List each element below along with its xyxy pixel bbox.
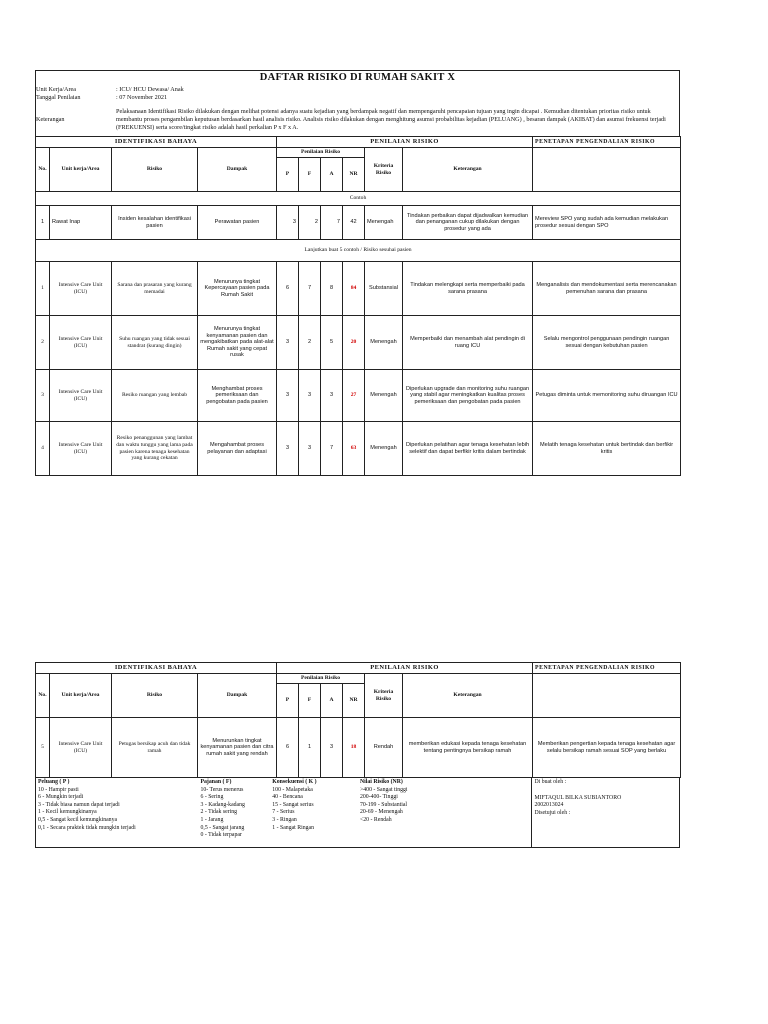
legend-item: 2 - Tidak sering: [200, 809, 238, 816]
cell-p: 3: [277, 422, 299, 476]
legend-konsekuensi: [270, 778, 358, 847]
col-pengendalian: [533, 674, 681, 718]
cell-p: 3: [277, 370, 299, 422]
col-a: A: [321, 158, 343, 192]
meta-unit-row: [36, 86, 677, 94]
legend-item: 3 - Tidak biasa namun dapat terjadi: [38, 801, 120, 808]
cell-a: 3: [321, 718, 343, 778]
section-header-row: [36, 137, 681, 148]
meta-date-value: : 07 November 2021: [116, 94, 168, 101]
col-keterangan: Keterangan: [403, 674, 533, 718]
table-row: [36, 316, 681, 370]
cell-unit: Intensive Care Unit (ICU): [50, 370, 112, 422]
table-row: [36, 370, 681, 422]
legend-item: 0,5 - Sangat jarang: [200, 824, 245, 831]
col-dampak: Dampak: [198, 148, 277, 192]
col-unit: Unit kerja/Area: [50, 148, 112, 192]
cell-p: 6: [277, 718, 299, 778]
col-no: No.: [36, 148, 50, 192]
disetujui-label: Disetujui oleh :: [534, 809, 571, 816]
meta-note-value: Pelaksanaan Identifikasi Risiko dilakukan dengan melihat potensi adanya suatu kejadian yang berdampak negatif dan mempengaruhi pencapaian tujuan yang ingin dicapai . Kemudian ditentukan prioritas risiko untuk membantu proses pengambilan keputusan berdasarkan hasil analisis risiko. Analisis risiko dilakukan dengan menghitung asumsi probabilitas kejadian (PELUANG) , besaran dampak (AKIBAT) dan asumsi frekuensi terjadi (FREKUENSI) serta score/tingkat risiko adalah hasil perkalian P x F x A.: [116, 108, 666, 131]
author-name: MIFTAQUL BILKA SUBIANTORO: [534, 794, 622, 801]
cell-pengendalian: Mereview SPO yang sudah ada kemudian melakukan prosedur sesuai dengan SPO: [533, 206, 681, 240]
cell-nr: 18: [343, 718, 365, 778]
cell-p: 3: [277, 316, 299, 370]
col-pengendalian: [533, 148, 681, 192]
cell-nr: 42: [343, 206, 365, 240]
cell-a: 7: [321, 422, 343, 476]
legend-pajanan-title: Pajanan ( F): [200, 779, 232, 785]
col-dampak: Dampak: [198, 674, 277, 718]
legend-pajanan-list: [200, 787, 268, 840]
penilaian-header: PENILAIAN RISIKO: [277, 137, 533, 148]
table-row: [36, 718, 681, 778]
cell-kriteria: Menengah: [365, 316, 403, 370]
identifikasi-header: IDENTIFIKASI BAHAYA: [36, 137, 277, 148]
col-risiko: Risiko: [112, 148, 198, 192]
author-id: 2002013024: [534, 802, 564, 809]
cell-dampak: Menurunya tingkat kenyamanan pasien dan mengakibatkan pada alat-alat Rumah sakit yang cepat rusak: [198, 316, 277, 370]
cell-f: 3: [299, 370, 321, 422]
legend-peluang-title: Peluang ( P ): [38, 779, 70, 785]
cell-no: 4: [36, 422, 50, 476]
cell-pengendalian: Petugas diminta untuk memonitoring suhu diruangan ICU: [533, 370, 681, 422]
cell-dampak: Perawatan pasien: [198, 206, 277, 240]
cell-dampak: Menurunkan tingkat kenyamanan pasien dan citra rumah sakit yang rendah: [198, 718, 277, 778]
cell-dampak: Mengahambat proses pelayanan dan adaptasi: [198, 422, 277, 476]
legend-item: 6 - Sering: [200, 794, 224, 801]
risk-rows: [36, 262, 681, 476]
legend-item: 0,1 - Secara praktek tidak mungkin terjadi: [38, 824, 136, 831]
meta-date-label: Tanggal Penilaian: [36, 94, 81, 101]
cell-unit: Intensive Care Unit (ICU): [50, 316, 112, 370]
legend-item: 3 - Kadang-kadang: [200, 801, 245, 808]
cell-no: 1: [36, 206, 50, 240]
cell-p: 6: [277, 262, 299, 316]
col-a: A: [321, 684, 343, 718]
penetapan-header: PENETAPAN PENGENDALIAN RISIKO: [533, 663, 681, 674]
cell-f: 1: [299, 718, 321, 778]
cell-keterangan: Diperlukan upgrade dan monitoring suhu ruangan yang stabil agar meningkatkan kualitas proses pemeriksaan dan pengobatan pada pasien: [403, 370, 533, 422]
col-unit: Unit kerja/Area: [50, 674, 112, 718]
legend-item: 3 - Ringan: [272, 816, 297, 823]
cell-f: 7: [299, 262, 321, 316]
signature-block: [531, 778, 679, 847]
col-keterangan: Keterangan: [403, 148, 533, 192]
contoh-label-row: [36, 192, 681, 206]
cell-unit: Intensive Care Unit (ICU): [50, 718, 112, 778]
meta-date-row: [36, 94, 677, 102]
legend-item: 40 - Bencana: [272, 794, 303, 801]
meta-note-row: [36, 108, 677, 132]
legend-item: 1 - Jarang: [200, 816, 224, 823]
legend-item: 7 - Serius: [272, 809, 295, 816]
lanjutan-label: Lanjutkan buat 5 contoh / Risiko sesuhai pasien: [36, 240, 681, 262]
cell-pengendalian: Selalu mengontrol penggunaan pendingin ruangan sesuai dengan kebutuhan pasien: [533, 316, 681, 370]
cell-f: 2: [299, 316, 321, 370]
lanjutan-label-row: [36, 240, 681, 262]
cell-f: 2: [299, 206, 321, 240]
legend-konsekuensi-list: [272, 787, 356, 833]
cell-pengendalian: Menganalisis dan mendokumentasi serta merencanakan pemenuhan sarana dan prasana: [533, 262, 681, 316]
cell-kriteria: Menengah: [365, 370, 403, 422]
contoh-label: Contoh: [36, 192, 681, 206]
cell-keterangan: Tindakan melengkapi serta memperbaiki pada sarana prasana: [403, 262, 533, 316]
legend-item: 1 - Sangat Ringan: [272, 824, 314, 831]
col-penilaian-risiko: Penilaian Risiko: [277, 148, 365, 158]
legend-item: 15 - Sangat serius: [272, 801, 314, 808]
legend-item: 200-400- Tinggi: [360, 794, 398, 801]
cell-a: 3: [321, 370, 343, 422]
legend-peluang-list: [38, 787, 196, 833]
cell-kriteria: Menengah: [365, 422, 403, 476]
legend-item: <20 - Rendah: [360, 816, 392, 823]
legend-block: [35, 778, 680, 848]
identifikasi-header: IDENTIFIKASI BAHAYA: [36, 663, 277, 674]
cell-dampak: Menurunya tingkat Kepercayaan pasien pada Rumah Sakit: [198, 262, 277, 316]
cell-nr: 20: [343, 316, 365, 370]
col-no: No.: [36, 674, 50, 718]
meta-unit-label: Unit Kerja/Area: [36, 86, 77, 93]
cell-no: 1: [36, 262, 50, 316]
legend-konsekuensi-title: Konsekuensi ( K ): [272, 779, 317, 785]
legend-item: 6 - Mungkin terjadi: [38, 794, 84, 801]
subheader-row: [36, 148, 681, 158]
cell-risiko: Insiden kesalahan identifikasi pasien: [112, 206, 198, 240]
cell-keterangan: memberikan edukasi kepada tenaga kesehatan tentang pentingnya bersikap ramah: [403, 718, 533, 778]
dibuat-label: Di buat oleh :: [534, 779, 567, 785]
penilaian-header: PENILAIAN RISIKO: [277, 663, 533, 674]
document-title: DAFTAR RISIKO DI RUMAH SAKIT X: [35, 70, 680, 84]
legend-item: 100 - Malapetaka: [272, 786, 313, 793]
legend-peluang: [36, 778, 198, 847]
cell-pengendalian: Melatih tenaga kesehatan untuk bertindak dan berfikir kritis: [533, 422, 681, 476]
col-kriteria: Kriteria Risiko: [365, 674, 403, 718]
legend-nilai-list: [360, 787, 529, 825]
col-penilaian-risiko: Penilaian Risiko: [277, 674, 365, 684]
col-risiko: Risiko: [112, 674, 198, 718]
legend-item: >400 - Sangat tinggi: [360, 786, 408, 793]
cell-a: 8: [321, 262, 343, 316]
penetapan-header: PENETAPAN PENGENDALIAN RISIKO: [533, 137, 681, 148]
cell-no: 2: [36, 316, 50, 370]
col-f: F: [299, 684, 321, 718]
legend-item: 0,5 - Sangat kecil kemungkinanya: [38, 816, 118, 823]
cell-unit: Intensive Care Unit (ICU): [50, 422, 112, 476]
legend-item: 20-69 - Menengah: [360, 809, 403, 816]
meta-unit-value: : ICU/ HCU Dewasa/ Anak: [116, 86, 184, 93]
col-p: P: [277, 684, 299, 718]
cell-kriteria: Rendah: [365, 718, 403, 778]
cell-no: 3: [36, 370, 50, 422]
cell-pengendalian: Memberikan pengertian kepada tenaga kesehatan agar selalu bersikap ramah sesuai SOP yang berlaku: [533, 718, 681, 778]
col-nr: NR: [343, 158, 365, 192]
cell-risiko: Resiko ruangan yang lembab: [112, 370, 198, 422]
risk-table-continued: [35, 662, 681, 778]
subheader-row: [36, 674, 681, 684]
col-kriteria: Kriteria Risiko: [365, 148, 403, 192]
cell-nr: 84: [343, 262, 365, 316]
legend-item: 70-199 - Substantial: [360, 801, 408, 808]
legend-item: 10 - Hampir pasti: [38, 786, 79, 793]
col-nr: NR: [343, 684, 365, 718]
cell-keterangan: Memperbaiki dan menambah alat pendingin di ruang ICU: [403, 316, 533, 370]
cell-unit: Rawat Inap: [50, 206, 112, 240]
cell-no: 5: [36, 718, 50, 778]
cell-a: 7: [321, 206, 343, 240]
cell-unit: Intensive Care Unit (ICU): [50, 262, 112, 316]
section-header-row: [36, 663, 681, 674]
cell-kriteria: Menengah: [365, 206, 403, 240]
risk-register-page-2: [35, 662, 680, 848]
cell-a: 5: [321, 316, 343, 370]
legend-item: 1 - Kecil kemungkinanya: [38, 809, 97, 816]
legend-item: 0 - Tidak terpapar: [200, 832, 242, 839]
document-meta: [35, 84, 680, 136]
cell-keterangan: Tindakan perbaikan dapat dijadwalkan kemudian dan penanganan cukup dilakukan dengan prosedur yang ada: [403, 206, 533, 240]
table-row: [36, 262, 681, 316]
col-p: P: [277, 158, 299, 192]
cell-risiko: Petugas bersikap acuh dan tidak ramah: [112, 718, 198, 778]
cell-nr: 27: [343, 370, 365, 422]
col-f: F: [299, 158, 321, 192]
contoh-row: [36, 206, 681, 240]
legend-nilai: [358, 778, 531, 847]
risk-register-page-1: [35, 70, 680, 476]
meta-note-label: Keterangan: [36, 116, 65, 123]
table-row: [36, 422, 681, 476]
legend-pajanan: [198, 778, 270, 847]
cell-keterangan: Diperlukan pelatihan agar tenaga kesehatan lebih selektif dan dapat berfikir kritis dalam bertindak: [403, 422, 533, 476]
legend-nilai-title: Nilai Risiko (NR): [360, 779, 403, 785]
cell-risiko: Sarana dan prasaran yang kurang memadai: [112, 262, 198, 316]
risk-table: [35, 136, 681, 476]
legend-item: 10- Terus menerus: [200, 786, 244, 793]
cell-nr: 63: [343, 422, 365, 476]
cell-f: 3: [299, 422, 321, 476]
cell-dampak: Menghambat proses pemeriksaan dan pengobatan pada pasien: [198, 370, 277, 422]
cell-risiko: Resiko penanggunan yang lambat dan waktu tunggu yang lama pada pasien karena tenaga kesehatan yang kurang cekatan: [112, 422, 198, 476]
cell-risiko: Suhu ruangan yang tidak sesuai standrat (kurang dingin): [112, 316, 198, 370]
cell-kriteria: Substansial: [365, 262, 403, 316]
cell-p: 3: [277, 206, 299, 240]
